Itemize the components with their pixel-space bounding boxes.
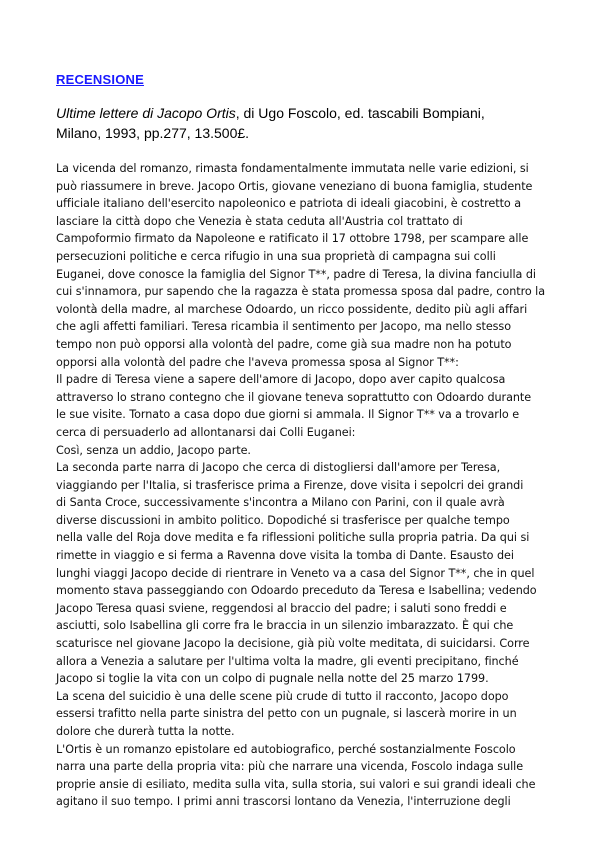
- body-line: che agli affetti familiari. Teresa ricambia il sentimento per Jacopo, ma nello stesso: [56, 320, 512, 334]
- body-line: asciutti, solo Isabellina gli corre fra le braccia in un silenzio imbarazzato. È qui che: [56, 619, 514, 633]
- body-line: essersi trafitto nella parte sinistra del petto con un pugnale, si lascerà morire in un: [56, 707, 517, 721]
- body-line: viaggiando per l'Italia, si trasferisce prima a Firenze, dove visita i sepolcri dei grandi: [56, 478, 524, 492]
- body-line: L'Ortis è un romanzo epistolare ed autobiografico, perché sostanzialmente Foscolo: [56, 742, 516, 756]
- body-line: Jacopo Teresa quasi sviene, reggendosi al braccio del padre; i saluti sono freddi e: [56, 601, 507, 615]
- body-line: Jacopo si toglie la vita con un colpo di pugnale nella notte del 25 marzo 1799.: [56, 672, 489, 686]
- body-line: allora a Venezia a salutare per l'ultima volta la madre, gli eventi precipitano, finché: [56, 654, 519, 668]
- body-line: lunghi viaggi Jacopo decide di rientrare in Veneto va a casa del Signor T**, che in quel: [56, 566, 535, 580]
- body-line: narra una parte della propria vita: più che narrare una vicenda, Foscolo indaga sulle: [56, 760, 524, 774]
- body-line: Campoformio firmato da Napoleone e ratificato il 17 ottobre 1798, per scampare alle: [56, 232, 529, 246]
- body-line: scaturisce nel giovane Jacopo la decisione, già più volte meditata, di suicidarsi. Corre: [56, 637, 530, 651]
- body-line: può riassumere in breve. Jacopo Ortis, giovane veneziano di buona famiglia, studente: [56, 179, 533, 193]
- body-line: Euganei, dove conosce la famiglia del Signor T**, padre di Teresa, la divina fanciulla di: [56, 267, 536, 281]
- body-line: opporsi alla volontà del padre che l'aveva promessa sposa al Signor T**:: [56, 355, 459, 369]
- body-line: La seconda parte narra di Jacopo che cerca di distogliersi dall'amore per Teresa,: [56, 461, 501, 475]
- body-line: La vicenda del romanzo, rimasta fondamentalmente immutata nelle varie edizioni, si: [56, 162, 529, 175]
- body-line: momento stava passeggiando con Odoardo preceduto da Teresa e Isabellina; vedendo: [56, 584, 537, 598]
- book-title: Ultime lettere di Jacopo Ortis: [56, 105, 236, 121]
- body-line: dolore che durerà tutta la notte.: [56, 725, 235, 738]
- body-line: La scena del suicidio è una delle scene più crude di tutto il racconto, Jacopo dopo: [56, 689, 509, 703]
- body-line: volontà della madre, al marchese Odoardo, un ricco possidente, dedito più agli affari: [56, 302, 528, 316]
- body-line: le sue visite. Tornato a casa dopo due giorni si ammala. Il Signor T** va a trovarlo e: [56, 408, 520, 422]
- body-line: cerca di persuaderlo ad allontanarsi dai Colli Euganei:: [56, 425, 356, 439]
- body-line: ufficiale italiano dell'esercito napoleonico e patriota di ideali giacobini, è costretto a: [56, 197, 522, 211]
- body-line: nella valle del Roja dove medita e fa riflessioni politiche sulla propria patria. Da qui si: [56, 531, 530, 545]
- body-line: Così, senza un addio, Jacopo parte.: [56, 443, 251, 457]
- body-line: Il padre di Teresa viene a sapere dell'amore di Jacopo, dopo aver capito qualcosa: [56, 373, 506, 387]
- body-line: agitano il suo tempo. I primi anni trascorsi lontano da Venezia, l'interruzione degli: [56, 795, 511, 809]
- review-heading: RECENSIONE: [56, 72, 144, 87]
- body-line: attraverso lo strano contegno che il giovane teneva soprattutto con Odoardo durante: [56, 390, 532, 404]
- body-line: lasciare la città dopo che Venezia è stata ceduta all'Austria col trattato di: [56, 214, 463, 228]
- citation-publisher-line: Milano, 1993, pp.277, 13.500£.: [56, 125, 250, 141]
- review-body: [56, 160, 548, 811]
- body-line: di Santa Croce, successivamente s'incontra a Milano con Parini, con il quale avrà: [56, 496, 505, 510]
- body-line: cui s'innamora, pur sapendo che la ragazza è stata promessa sposa dal padre, contro la: [56, 285, 546, 299]
- book-citation: [56, 103, 556, 143]
- body-line: proprie ansie di esiliato, medita sulla vita, sulla storia, sui valori e sui grandi ideali che: [56, 777, 536, 791]
- body-line: diverse discussioni in ambito politico. Dopodiché si trasferisce per qualche tempo: [56, 513, 510, 527]
- body-line: rimette in viaggio e si ferma a Ravenna dove visita la tomba di Dante. Esausto dei: [56, 549, 514, 563]
- body-line: tempo non può opporsi alla volontà del padre, come già sua madre non ha potuto: [56, 337, 512, 351]
- citation-details: , di Ugo Foscolo, ed. tascabili Bompiani,: [235, 105, 485, 121]
- body-line: persecuzioni politiche e cerca rifugio in una sua proprietà di campagna sui colli: [56, 249, 496, 263]
